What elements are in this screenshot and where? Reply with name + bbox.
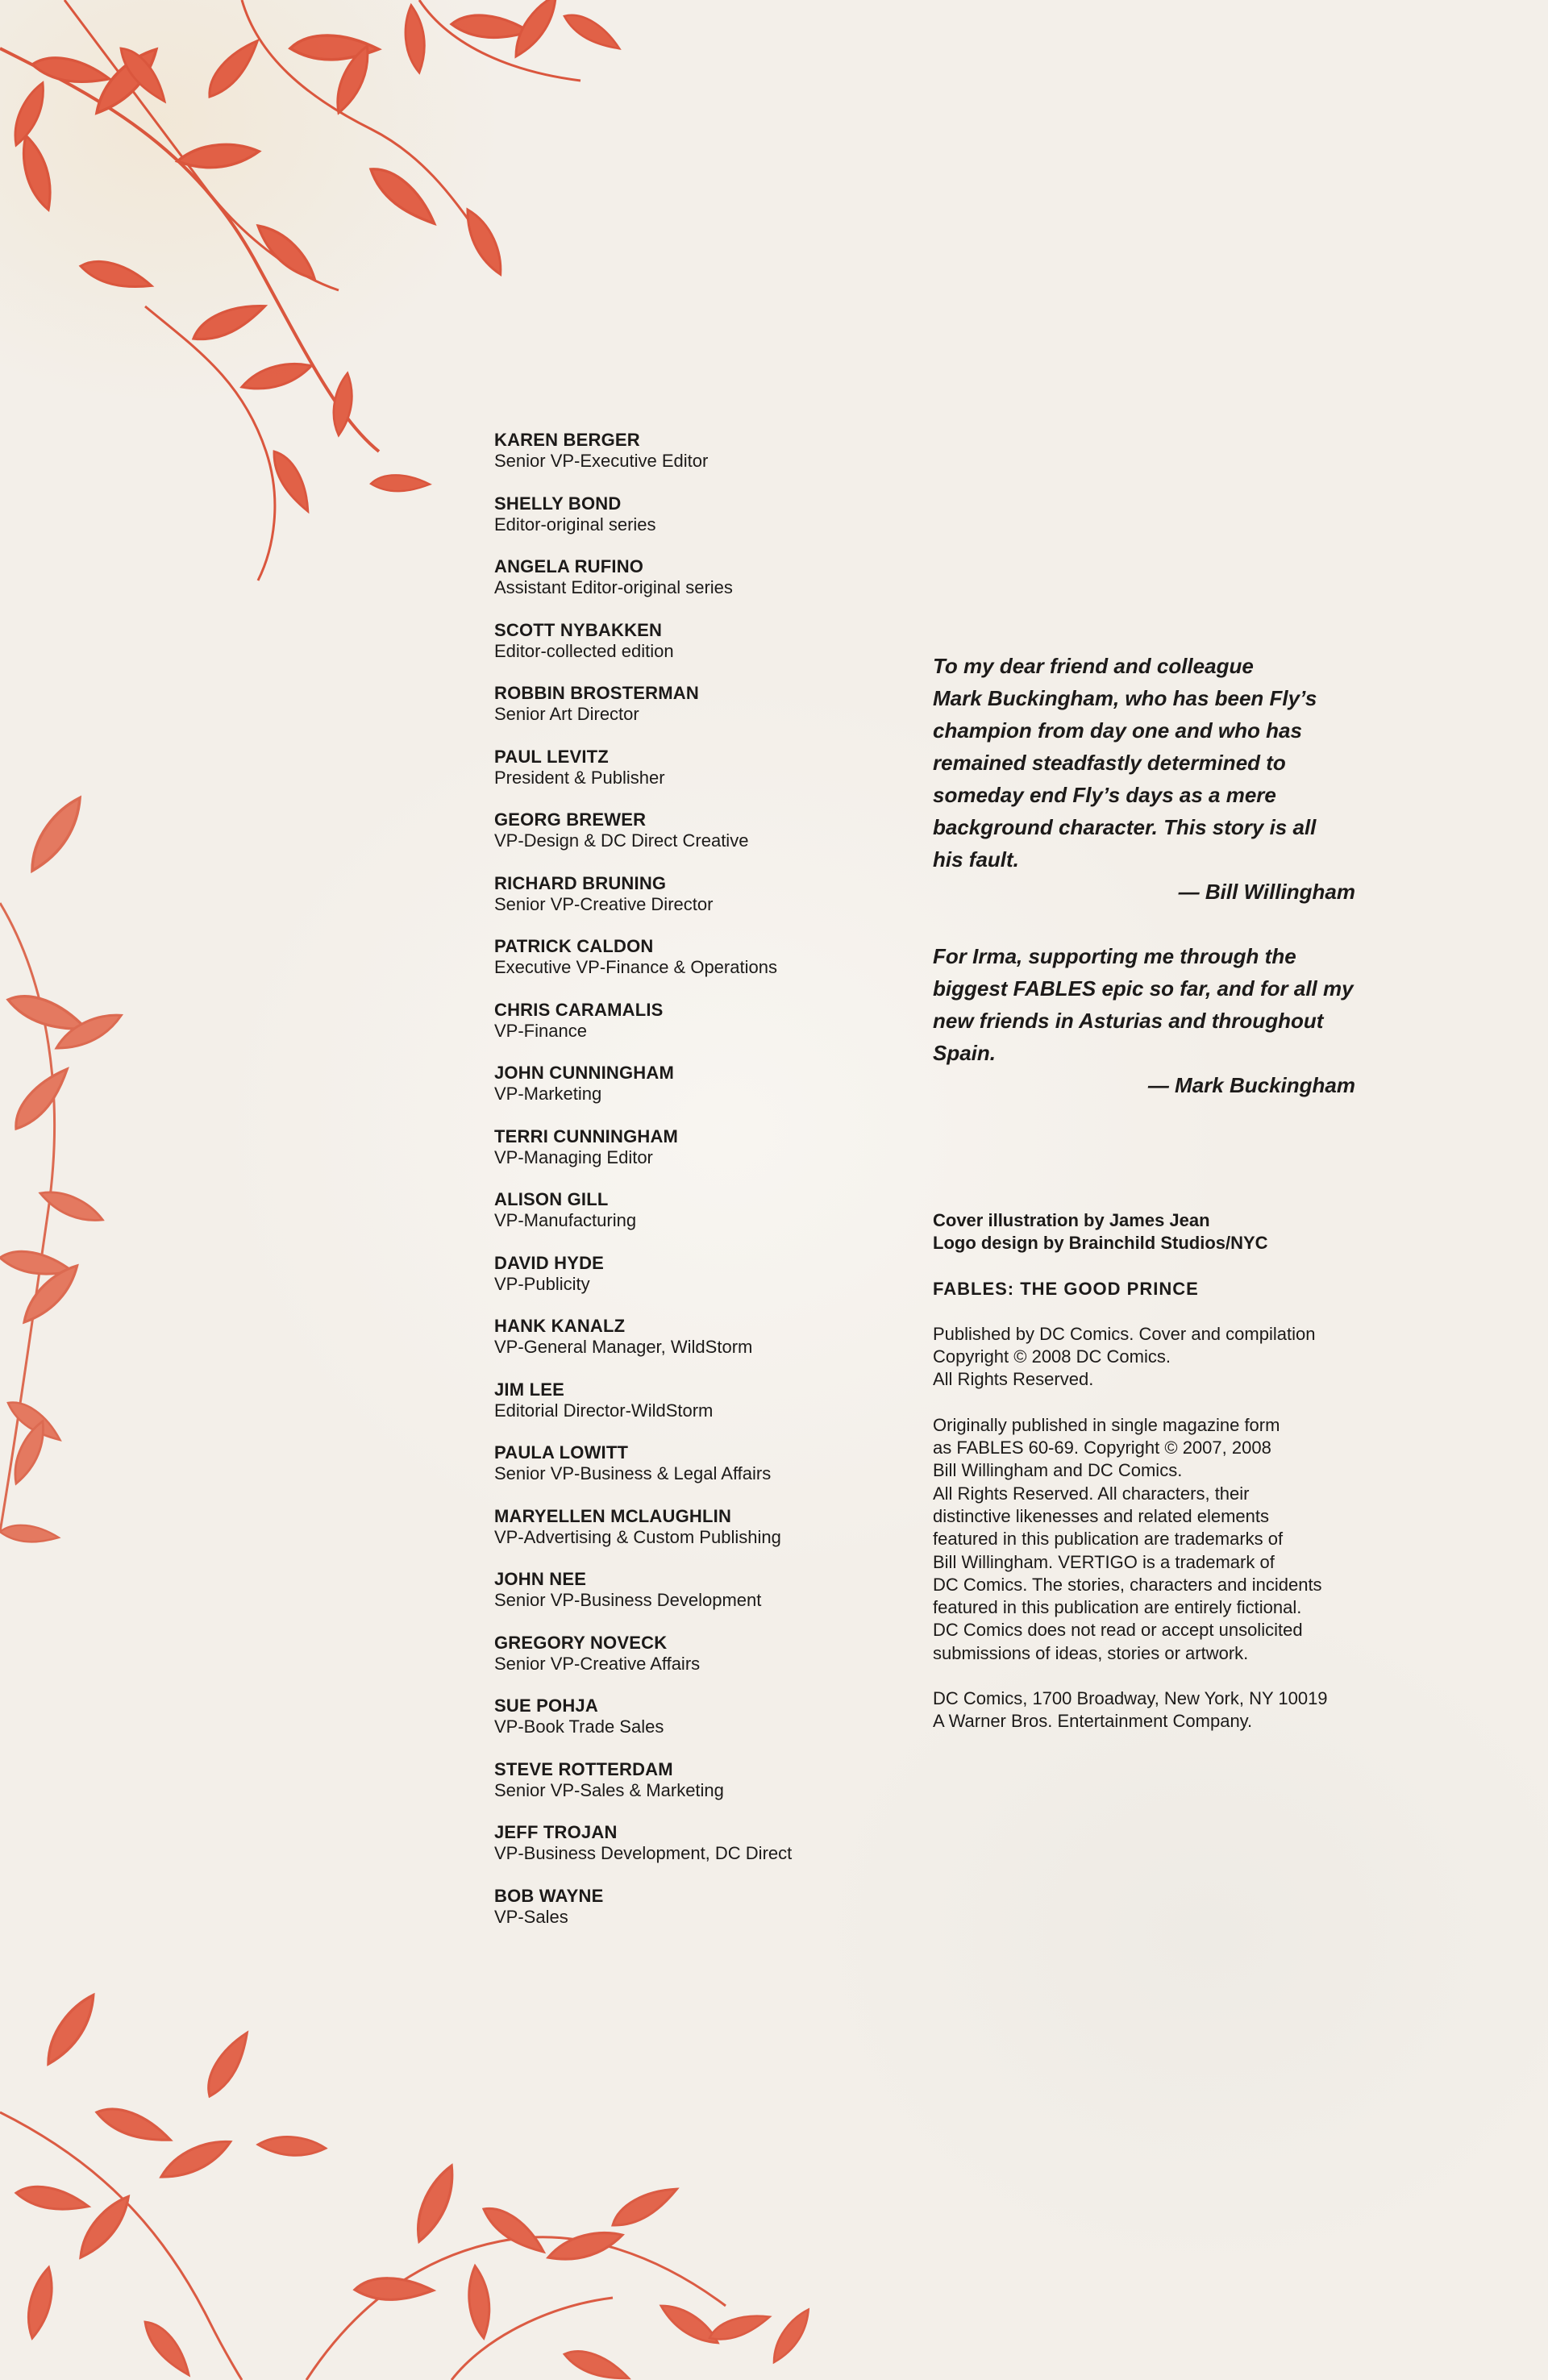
staff-title: VP-Design & DC Direct Creative xyxy=(494,830,749,851)
dedication-line: his fault. xyxy=(933,847,1019,872)
foliage-left-edge xyxy=(0,798,121,1550)
staff-name: SCOTT NYBAKKEN xyxy=(494,619,663,640)
book-title: FABLES: THE GOOD PRINCE xyxy=(933,1278,1199,1299)
staff-title: VP-Marketing xyxy=(494,1084,602,1104)
staff-name: ALISON GILL xyxy=(494,1189,609,1209)
staff-entry xyxy=(494,1253,913,1317)
staff-name: RICHARD BRUNING xyxy=(494,872,667,893)
publication-info xyxy=(933,1209,1384,1733)
staff-title: Senior VP-Sales & Marketing xyxy=(494,1779,724,1800)
staff-name: ROBBIN BROSTERMAN xyxy=(494,683,699,703)
staff-title: Senior VP-Business Development xyxy=(494,1590,762,1610)
staff-title: Executive VP-Finance & Operations xyxy=(494,957,777,977)
staff-entry xyxy=(494,873,913,937)
dedication-line: background character. This story is all xyxy=(933,815,1317,839)
staff-entry xyxy=(494,1126,913,1190)
staff-title: Editor-collected edition xyxy=(494,640,674,661)
staff-title: Senior VP-Creative Affairs xyxy=(494,1653,701,1674)
staff-entry xyxy=(494,1759,913,1823)
staff-name: PAUL LEVITZ xyxy=(494,746,609,767)
staff-name: JOHN CUNNINGHAM xyxy=(494,1063,674,1083)
staff-title: Senior VP-Business & Legal Affairs xyxy=(494,1463,772,1483)
staff-name: PATRICK CALDON xyxy=(494,936,654,956)
original-publication-notice: Originally published in single magazine form as FABLES 60-69. Copyright © 2007, 2008 Bill Willingham and DC Comics. All Rights Reserved. All characters, their distinctive likenesses and related elements featured in this publication are trademarks of Bill Willingham. VERTIGO is a trademark of DC Comics. The stories, characters and incidents featured in this publication are entirely fictional. DC Comics does not read or accept unsolicited submissions of ideas, stories or artwork. xyxy=(933,1414,1322,1663)
staff-name: BOB WAYNE xyxy=(494,1885,604,1906)
dedication-line: biggest FABLES epic so far, and for all my xyxy=(933,976,1354,1001)
staff-entry xyxy=(494,683,913,747)
dedication-line: For Irma, supporting me through the xyxy=(933,944,1296,968)
staff-title: VP-Book Trade Sales xyxy=(494,1716,664,1737)
dedication-buckingham xyxy=(933,940,1368,1069)
staff-entry xyxy=(494,1822,913,1886)
staff-entry xyxy=(494,556,913,620)
staff-name: GREGORY NOVECK xyxy=(494,1632,668,1653)
publisher-address: DC Comics, 1700 Broadway, New York, NY 10019 A Warner Bros. Entertainment Company. xyxy=(933,1688,1328,1732)
staff-entry xyxy=(494,1696,913,1759)
staff-entry xyxy=(494,1000,913,1063)
staff-credits-list xyxy=(494,430,913,1949)
staff-entry xyxy=(494,620,913,684)
staff-title: VP-Finance xyxy=(494,1020,587,1041)
cover-credit: Cover illustration by James Jean xyxy=(933,1210,1210,1230)
staff-name: PAULA LOWITT xyxy=(494,1442,629,1463)
dedication-line: champion from day one and who has xyxy=(933,718,1302,743)
staff-title: VP-Advertising & Custom Publishing xyxy=(494,1526,781,1547)
dedication-signature-buckingham: — Mark Buckingham xyxy=(1147,1073,1355,1097)
staff-title: VP-Manufacturing xyxy=(494,1210,637,1230)
dedication-line: remained steadfastly determined to xyxy=(933,751,1286,775)
staff-entry xyxy=(494,1886,913,1949)
dedication xyxy=(933,650,1368,1101)
staff-name: STEVE ROTTERDAM xyxy=(494,1758,673,1779)
dedication-line: new friends in Asturias and throughout xyxy=(933,1009,1324,1033)
staff-title: Senior VP-Executive Editor xyxy=(494,451,709,471)
staff-entry xyxy=(494,1442,913,1506)
staff-name: GEORG BREWER xyxy=(494,809,647,830)
staff-title: VP-Managing Editor xyxy=(494,1146,653,1167)
staff-title: VP-Sales xyxy=(494,1906,568,1927)
staff-name: CHRIS CARAMALIS xyxy=(494,999,664,1020)
staff-name: KAREN BERGER xyxy=(494,430,640,450)
staff-name: JEFF TROJAN xyxy=(494,1822,618,1842)
staff-title: Senior Art Director xyxy=(494,704,639,724)
staff-entry xyxy=(494,747,913,810)
staff-entry xyxy=(494,430,913,493)
staff-name: ANGELA RUFINO xyxy=(494,556,644,576)
dedication-line: To my dear friend and colleague xyxy=(933,654,1254,678)
foliage-bottom xyxy=(0,1995,822,2380)
dedication-signature-willingham: — Bill Willingham xyxy=(1178,880,1355,904)
staff-entry xyxy=(494,936,913,1000)
staff-title: VP-General Manager, WildStorm xyxy=(494,1337,753,1357)
staff-name: JOHN NEE xyxy=(494,1569,587,1589)
staff-title: Editor-original series xyxy=(494,514,656,535)
staff-name: MARYELLEN MCLAUGHLIN xyxy=(494,1505,732,1526)
staff-title: President & Publisher xyxy=(494,767,665,788)
staff-title: Editorial Director-WildStorm xyxy=(494,1400,714,1421)
staff-name: SUE POHJA xyxy=(494,1696,598,1716)
dedication-willingham xyxy=(933,650,1368,876)
staff-entry xyxy=(494,1063,913,1126)
staff-entry xyxy=(494,1316,913,1379)
dedication-line: Spain. xyxy=(933,1041,997,1065)
staff-entry xyxy=(494,493,913,557)
staff-name: DAVID HYDE xyxy=(494,1252,605,1273)
staff-title: Senior VP-Creative Director xyxy=(494,893,714,914)
staff-entry xyxy=(494,1506,913,1570)
staff-title: VP-Publicity xyxy=(494,1273,590,1294)
staff-entry xyxy=(494,1189,913,1253)
staff-entry xyxy=(494,1379,913,1443)
staff-entry xyxy=(494,809,913,873)
staff-name: SHELLY BOND xyxy=(494,493,622,514)
staff-entry xyxy=(494,1569,913,1633)
staff-name: HANK KANALZ xyxy=(494,1316,626,1336)
published-notice: Published by DC Comics. Cover and compilation Copyright © 2008 DC Comics. All Rights Reserved. xyxy=(933,1323,1316,1390)
dedication-line: someday end Fly’s days as a mere xyxy=(933,783,1276,807)
staff-entry xyxy=(494,1633,913,1696)
staff-title: Assistant Editor-original series xyxy=(494,577,733,597)
staff-name: JIM LEE xyxy=(494,1379,564,1400)
staff-title: VP-Business Development, DC Direct xyxy=(494,1843,793,1863)
staff-name: TERRI CUNNINGHAM xyxy=(494,1126,679,1146)
logo-credit: Logo design by Brainchild Studios/NYC xyxy=(933,1233,1268,1254)
dedication-line: Mark Buckingham, who has been Fly’s xyxy=(933,686,1317,710)
